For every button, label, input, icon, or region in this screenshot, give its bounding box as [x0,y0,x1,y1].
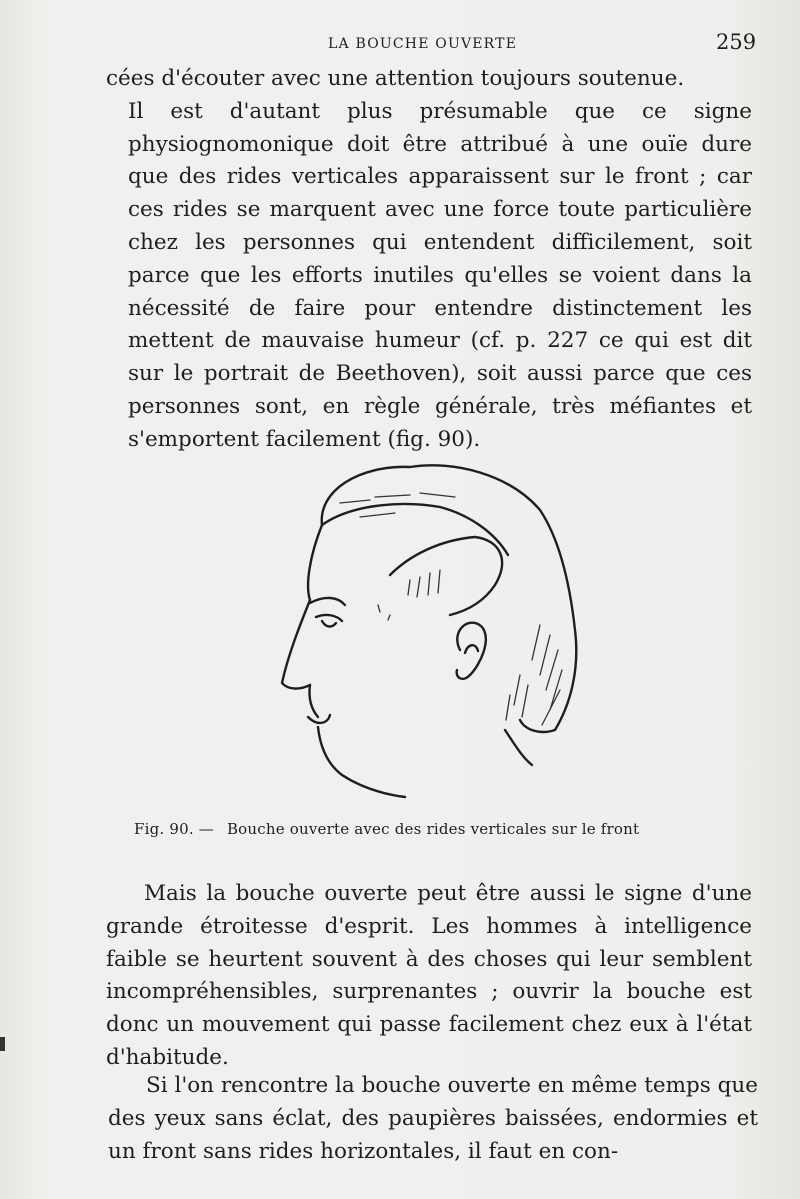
chin [318,727,405,797]
eye [316,615,342,627]
figure-profile-illustration [270,445,600,810]
margin-mark [0,1037,5,1051]
eyebrow [310,598,345,605]
neck [505,730,532,765]
body-paragraph [106,63,752,457]
ear-inner [465,645,478,653]
body-paragraph: Si l'on rencontre la bouche ouverte en même temps que des yeux sans éclat, des paupières baissées, endormies et un front sans rides horizontales, il faut en con- [108,1073,758,1164]
nose [282,600,310,689]
hair-outline [322,465,577,732]
hair-inner [322,504,508,555]
forehead [308,525,322,600]
body-paragraph: Mais la bouche ouverte peut être aussi le signe d'une grande étroitesse d'esprit. Les hommes à intelligence faible se heurtent souvent à des choses qui leur semblent incompréhensibles, surprenantes ; ouvrir la bouche est donc un mouvement qui passe facilement chez eux à l'état d'habitude. [106,881,752,1070]
paragraph-text-2: Il est d'autant plus présumable que ce signe physiognomonique doit être attribué à une ouïe dure que des rides verticales apparaissent sur le front ; car ces rides se marquent avec une force toute particulière chez les personnes qui entendent difficilement, soit parce que les efforts inutiles qu'elles se voient dans la nécessité de faire pour entendre distinctement les mettent de mauvaise humeur (cf. p. 227 ce qui est dit sur le portrait de Beethoven), soit aussi parce que ces personnes sont, en règle générale, très méfiantes et s'emportent facilement (fig. 90). [128,98,752,452]
figure-caption-text: Bouche ouverte avec des rides verticales sur le front [226,820,640,838]
profile-drawing [270,445,600,810]
figure-label: Fig. 90. — [134,820,214,838]
lower-lip [308,715,330,723]
ear [457,623,486,679]
figure-caption [134,820,639,838]
page-number: 259 [716,30,757,54]
running-title: LA BOUCHE OUVERTE [328,36,518,52]
upper-lip [309,685,318,717]
paragraph-text-1: cées d'écouter avec une attention toujours soutenue. [106,66,685,91]
